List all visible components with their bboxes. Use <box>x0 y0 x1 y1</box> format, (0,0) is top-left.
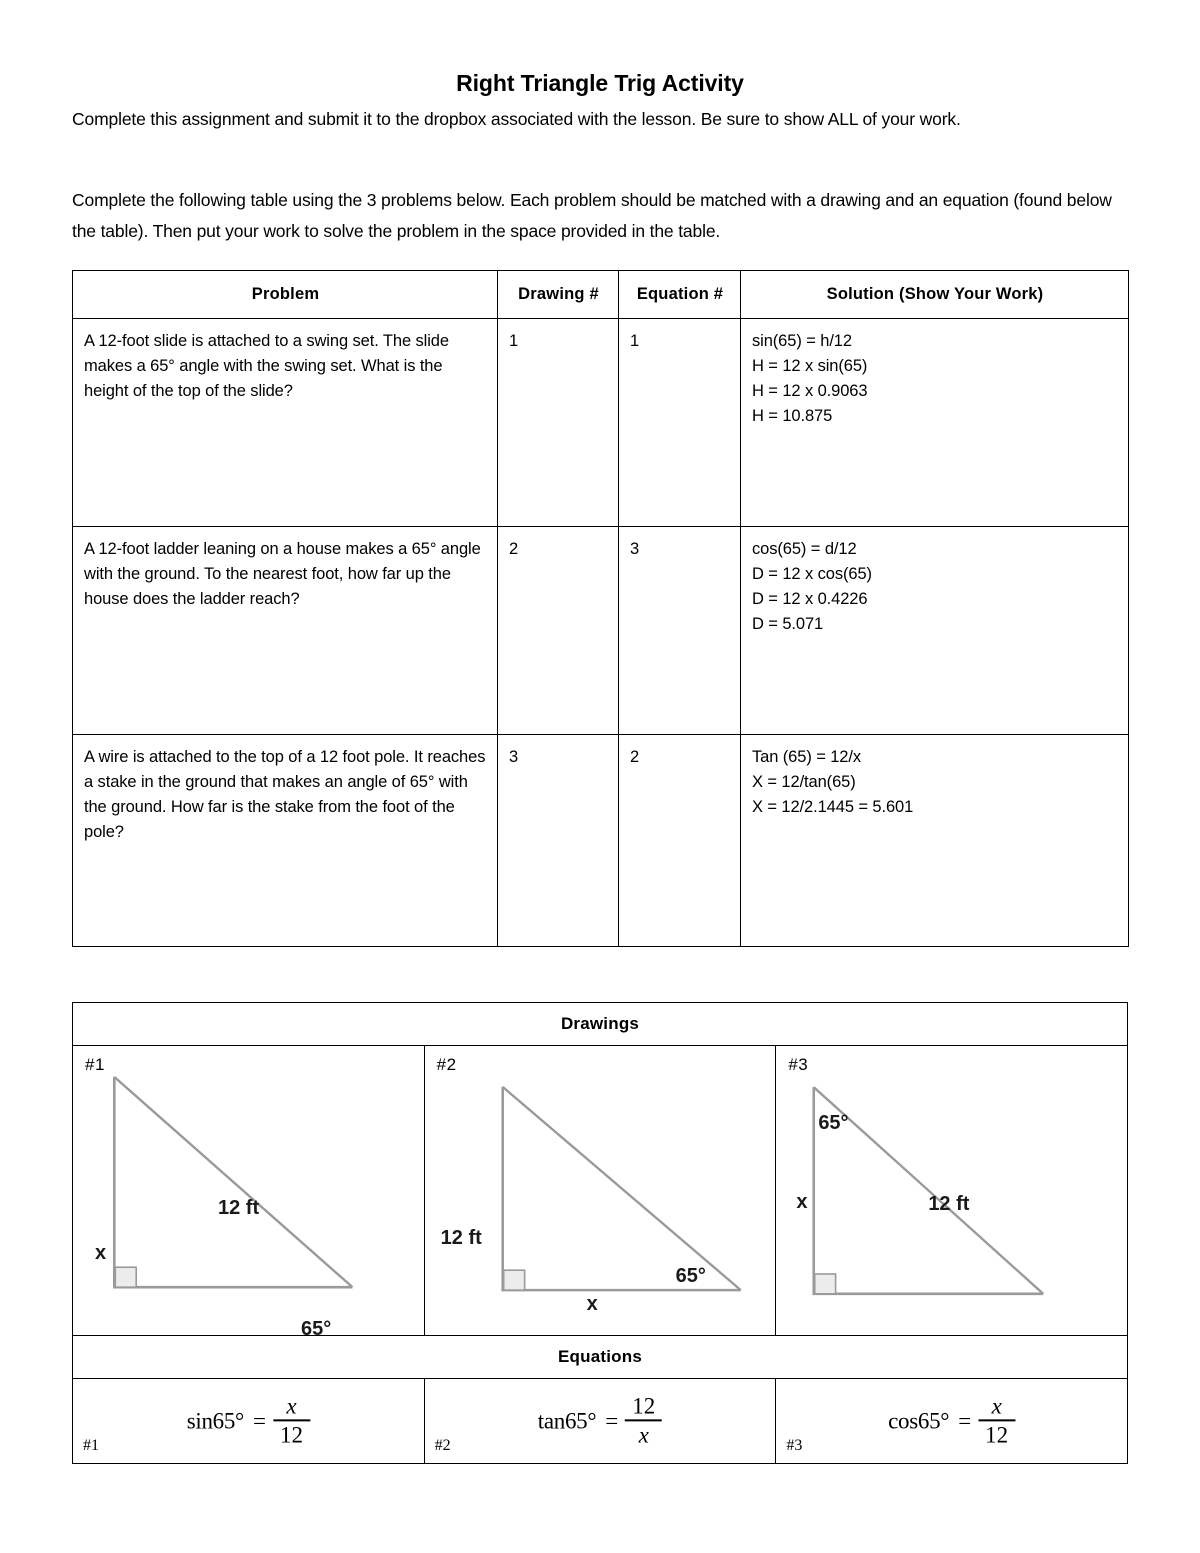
solution-line: H = 12 x sin(65) <box>752 357 868 375</box>
equations-heading-row <box>73 1336 1128 1379</box>
cell-solution-2[interactable] <box>741 527 1129 735</box>
solution-line: H = 10.875 <box>752 407 833 425</box>
equation-1-denominator: 12 <box>279 1422 303 1448</box>
cell-problem-2: A 12-foot ladder leaning on a house makes a 65° angle with the ground. To the nearest foot, how far up the house does the ladder reach? <box>73 527 498 735</box>
equation-expression-1 <box>187 1394 310 1447</box>
equation-1-relation: = <box>252 1408 266 1433</box>
intro-paragraph-1: Complete this assignment and submit it to the dropbox associated with the lesson. Be sure to show ALL of your work. <box>72 109 961 129</box>
equation-1-numerator: x <box>286 1393 297 1419</box>
problem-table <box>72 270 1129 947</box>
solution-line: D = 12 x cos(65) <box>752 565 872 583</box>
header-drawing: Drawing # <box>498 271 619 319</box>
table-row <box>73 319 1129 527</box>
drawings-heading: Drawings <box>73 1003 1128 1046</box>
intro-paragraph-2: Complete the following table using the 3 problems below. Each problem should be matched with a drawing and an equation (found below the table). Then put your work to solve the problem in the space provided in the table. <box>72 190 1112 241</box>
drawing-tag-3: #3 <box>788 1055 809 1074</box>
drawings-equations-table <box>72 1002 1128 1464</box>
triangle-figure-3 <box>776 1046 1127 1335</box>
drawing-3-vertical-label: x <box>796 1191 808 1213</box>
equation-3-relation: = <box>958 1408 972 1433</box>
cell-solution-3[interactable] <box>741 735 1129 947</box>
cell-equation-1[interactable]: 1 <box>619 319 741 527</box>
triangle-figure-1 <box>73 1046 424 1335</box>
equation-cell-3 <box>776 1379 1128 1464</box>
drawing-tag-2: #2 <box>436 1055 457 1074</box>
table-header-row <box>73 271 1129 319</box>
equation-3-lhs: cos65° <box>888 1408 950 1433</box>
triangle-figure-2 <box>425 1046 776 1335</box>
equation-tag-1: #1 <box>83 1437 99 1454</box>
solution-line: Tan (65) = 12/x <box>752 748 862 766</box>
equation-2-relation: = <box>605 1408 619 1433</box>
equation-expression-2 <box>538 1394 662 1447</box>
drawings-heading-row <box>73 1003 1128 1046</box>
drawing-3-hypotenuse-label: 12 ft <box>928 1193 970 1215</box>
solution-line: cos(65) = d/12 <box>752 540 857 558</box>
equation-2-lhs: tan65° <box>537 1408 597 1433</box>
cell-equation-3[interactable]: 2 <box>619 735 741 947</box>
equation-tag-2: #2 <box>434 1437 451 1454</box>
drawing-1-angle-label: 65° <box>301 1318 332 1340</box>
drawing-1-hypotenuse-label: 12 ft <box>218 1197 260 1219</box>
solution-line: X = 12/2.1445 = 5.601 <box>752 798 914 816</box>
drawings-row <box>73 1046 1128 1336</box>
cell-solution-1[interactable] <box>741 319 1129 527</box>
cell-drawing-1[interactable]: 1 <box>498 319 619 527</box>
drawing-cell-3 <box>776 1046 1128 1336</box>
header-solution: Solution (Show Your Work) <box>741 271 1129 319</box>
header-equation: Equation # <box>619 271 741 319</box>
drawing-2-vertical-label: 12 ft <box>440 1227 482 1249</box>
drawing-1-vertical-label: x <box>95 1242 107 1264</box>
solution-line: sin(65) = h/12 <box>752 332 852 350</box>
equation-cell-1 <box>73 1379 425 1464</box>
equation-2-fraction <box>625 1394 662 1447</box>
cell-problem-3: A wire is attached to the top of a 12 foot pole. It reaches a stake in the ground that makes an angle of 65° with the ground. How far is the stake from the foot of the pole? <box>73 735 498 947</box>
solution-line: X = 12/tan(65) <box>752 773 856 791</box>
page-title: Right Triangle Trig Activity <box>456 70 744 96</box>
equation-expression-3 <box>888 1394 1015 1447</box>
solution-line: D = 12 x 0.4226 <box>752 590 868 608</box>
solution-line: D = 5.071 <box>752 615 824 633</box>
header-problem: Problem <box>73 271 498 319</box>
solution-line: H = 12 x 0.9063 <box>752 382 868 400</box>
equation-2-numerator: 12 <box>632 1393 656 1419</box>
drawing-3-angle-label: 65° <box>818 1112 849 1134</box>
equation-cell-2 <box>424 1379 776 1464</box>
equations-row <box>73 1379 1128 1464</box>
equation-3-numerator: x <box>991 1393 1002 1419</box>
cell-problem-1: A 12-foot slide is attached to a swing set. The slide makes a 65° angle with the swing set. What is the height of the top of the slide? <box>73 319 498 527</box>
drawing-cell-1 <box>73 1046 425 1340</box>
table-row <box>73 527 1129 735</box>
equations-heading: Equations <box>73 1336 1128 1379</box>
equation-3-fraction <box>978 1394 1015 1447</box>
drawing-tag-1: #1 <box>85 1055 105 1074</box>
equation-3-denominator: 12 <box>985 1422 1009 1448</box>
drawing-2-angle-label: 65° <box>675 1265 706 1287</box>
cell-equation-2[interactable]: 3 <box>619 527 741 735</box>
equation-1-lhs: sin65° <box>186 1408 244 1433</box>
equation-1-fraction <box>273 1394 310 1447</box>
drawing-cell-2 <box>424 1046 776 1336</box>
cell-drawing-2[interactable]: 2 <box>498 527 619 735</box>
table-row <box>73 735 1129 947</box>
equation-2-denominator: x <box>638 1422 649 1448</box>
drawing-2-horizontal-label: x <box>586 1293 598 1315</box>
cell-drawing-3[interactable]: 3 <box>498 735 619 947</box>
equation-tag-3: #3 <box>786 1437 803 1454</box>
